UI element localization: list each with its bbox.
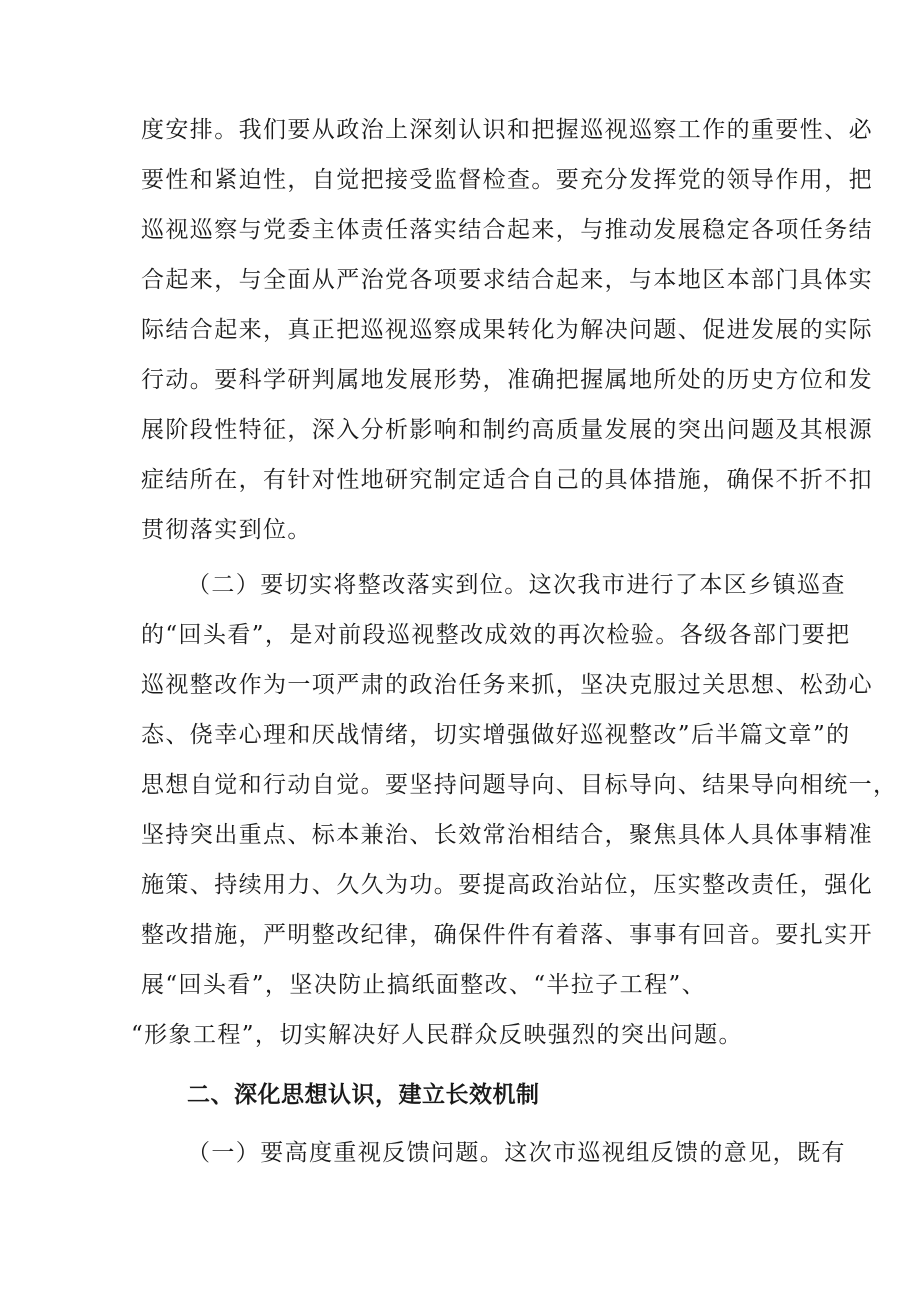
text-line: （二）要切实将整改落实到位。这次我市进行了本区乡镇巡查 [187, 572, 846, 598]
text-line: 的“回头看”，是对前段巡视整改成效的再次检验。各级各部门要把 [141, 622, 851, 648]
text-line: 整改措施，严明整改纪律，确保件件有着落、事事有回音。要扎实开 [141, 922, 873, 948]
section-heading: 二、深化思想认识，建立长效机制 [187, 1082, 540, 1108]
text-line: 展阶段性特征，深入分析影响和制约高质量发展的突出问题及其根源 [141, 417, 873, 443]
text-line: 态、侥幸心理和厌战情绪，切实增强做好巡视整改”后半篇文章”的 [141, 722, 851, 748]
text-line: 坚持突出重点、标本兼治、长效常治相结合，聚焦具体人具体事精准 [141, 822, 873, 848]
text-line: 施策、持续用力、久久为功。要提高政治站位，压实整改责任，强化 [141, 872, 873, 898]
text-line: 要性和紧迫性，自觉把接受监督检查。要充分发挥党的领导作用，把 [141, 167, 873, 193]
text-line: 贯彻落实到位。 [141, 517, 312, 543]
text-line: （一）要高度重视反馈问题。这次市巡视组反馈的意见，既有 [187, 1140, 846, 1166]
text-line: 巡视整改作为一项严肃的政治任务来抓，坚决克服过关思想、松劲心 [141, 672, 873, 698]
text-line: 合起来，与全面从严治党各项要求结合起来，与本地区本部门具体实 [141, 267, 873, 293]
text-line: 度安排。我们要从政治上深刻认识和把握巡视巡察工作的重要性、必 [141, 117, 873, 143]
text-line: 症结所在，有针对性地研究制定适合自己的具体措施，确保不折不扣 [141, 467, 873, 493]
text-line: 展“回头看”，坚决防止搞纸面整改、“半拉子工程”、 [141, 972, 707, 998]
text-line: “形象工程”，切实解决好人民群众反映强烈的突出问题。 [131, 1022, 743, 1048]
text-line: 际结合起来，真正把巡视巡察成果转化为解决问题、促进发展的实际 [141, 317, 873, 343]
text-line: 思想自觉和行动自觉。要坚持问题导向、目标导向、结果导向相统一， [141, 772, 898, 798]
text-line: 巡视巡察与党委主体责任落实结合起来，与推动发展稳定各项任务结 [141, 217, 873, 243]
text-line: 行动。要科学研判属地发展形势，准确把握属地所处的历史方位和发 [141, 367, 873, 393]
